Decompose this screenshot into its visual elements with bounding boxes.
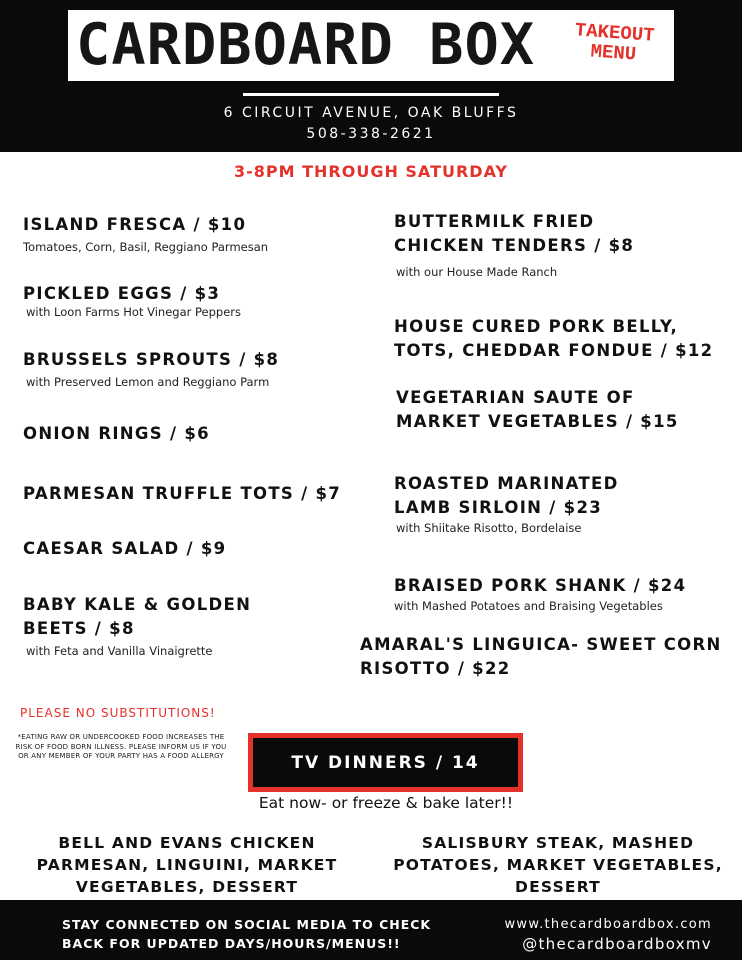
item-description: with Feta and Vanilla Vinaigrette [26,644,213,658]
hours: 3-8PM THROUGH SATURDAY [233,162,509,181]
dinner-line3: VEGETABLES, DESSERT [75,878,299,896]
item-name-line2: RISOTTO / $22 [360,659,511,678]
phone-number: 508-338-2621 [306,126,436,142]
menu-item-chicken-tenders [394,210,634,280]
header-divider [243,93,499,96]
tv-dinners-banner [248,733,523,792]
social-media-message [62,915,431,953]
item-description: with Loon Farms Hot Vinegar Peppers [26,305,242,319]
menu-item-caesar-salad [23,537,226,561]
item-name-line2: MARKET VEGETABLES / $15 [396,412,679,431]
no-substitutions-notice: PLEASE NO SUBSTITUTIONS! [20,706,216,720]
item-name-line1: BUTTERMILK FRIED [394,212,595,231]
logo-name: CARDBOARD BOX [76,12,536,78]
item-name: PICKLED EGGS / $3 [23,284,221,303]
menu-item-lamb-sirloin [394,472,619,536]
footer-banner [0,900,742,960]
website-link[interactable]: www.thecardboardbox.com [504,917,712,932]
tv-dinner-salisbury-steak [384,832,732,898]
tv-dinners-title: TV DINNERS / 14 [253,738,518,787]
item-name-line2: LAMB SIRLOIN / $23 [394,498,603,517]
menu-item-linguica-risotto [360,633,722,681]
menu-item-pickled-eggs [23,282,241,320]
item-name-line1: VEGETARIAN SAUTE OF [396,388,635,407]
dinner-line1: SALISBURY STEAK, MASHED [421,834,695,852]
menu-item-island-fresca [23,213,268,255]
menu-item-parmesan-truffle-tots [23,482,341,506]
tv-dinners-note: Eat now- or freeze & bake later!! [258,794,514,812]
tv-dinner-chicken-parmesan [32,832,342,898]
item-name: ONION RINGS / $6 [23,424,210,443]
item-name: BRAISED PORK SHANK / $24 [394,576,687,595]
item-name-line1: HOUSE CURED PORK BELLY, [394,317,679,336]
item-name-line1: ROASTED MARINATED [394,474,619,493]
food-safety-disclaimer: *EATING RAW OR UNDERCOOKED FOOD INCREASES THE RISK OF FOOD BORN ILLNESS. PLEASE INFORM US IF YOU OR ANY MEMBER OF YOUR PARTY HAS A FOOD ALLERGY [15,733,227,760]
item-name-line1: AMARAL'S LINGUICA- SWEET CORN [360,635,722,654]
address: 6 CIRCUIT AVENUE, OAK BLUFFS [223,105,519,121]
item-name: ISLAND FRESCA / $10 [23,215,247,234]
item-description: with Mashed Potatoes and Braising Vegetables [394,599,663,613]
item-name: BRUSSELS SPROUTS / $8 [23,350,280,369]
item-description: Tomatoes, Corn, Basil, Reggiano Parmesan [23,240,269,254]
menu-item-brussels-sprouts [23,348,279,390]
social-handle[interactable]: @thecardboardboxmv [522,935,712,953]
menu-item-onion-rings [23,422,210,446]
item-description: with Shiitake Risotto, Bordelaise [396,521,582,535]
item-description: with our House Made Ranch [396,265,558,279]
logo-takeout-menu [561,19,668,66]
message-line1: STAY CONNECTED ON SOCIAL MEDIA TO CHECK [62,917,432,932]
item-description: with Preserved Lemon and Reggiano Parm [26,375,270,389]
item-name: CAESAR SALAD / $9 [23,539,227,558]
dinner-line1: BELL AND EVANS CHICKEN [58,834,316,852]
header-banner [0,0,742,152]
item-name-line2: TOTS, CHEDDAR FONDUE / $12 [394,341,714,360]
item-name-line2: BEETS / $8 [23,619,135,638]
dinner-line2: PARMESAN, LINGUINI, MARKET [36,856,338,874]
menu-item-baby-kale-golden-beets [23,593,251,659]
menu-item-vegetarian-saute [396,386,679,434]
item-name-line1: BABY KALE & GOLDEN [23,595,252,614]
item-name-line2: CHICKEN TENDERS / $8 [394,236,635,255]
dinner-line3: DESSERT [515,878,601,896]
logo-sub-line1: TAKEOUT [574,19,656,47]
menu-item-pork-shank [394,574,686,614]
dinner-line2: POTATOES, MARKET VEGETABLES, [393,856,723,874]
item-name: PARMESAN TRUFFLE TOTS / $7 [23,484,342,503]
logo-sub-line2: MENU [589,40,637,66]
logo [68,10,674,81]
menu-item-pork-belly [394,315,713,363]
message-line2: BACK FOR UPDATED DAYS/HOURS/MENUS!! [62,936,401,951]
